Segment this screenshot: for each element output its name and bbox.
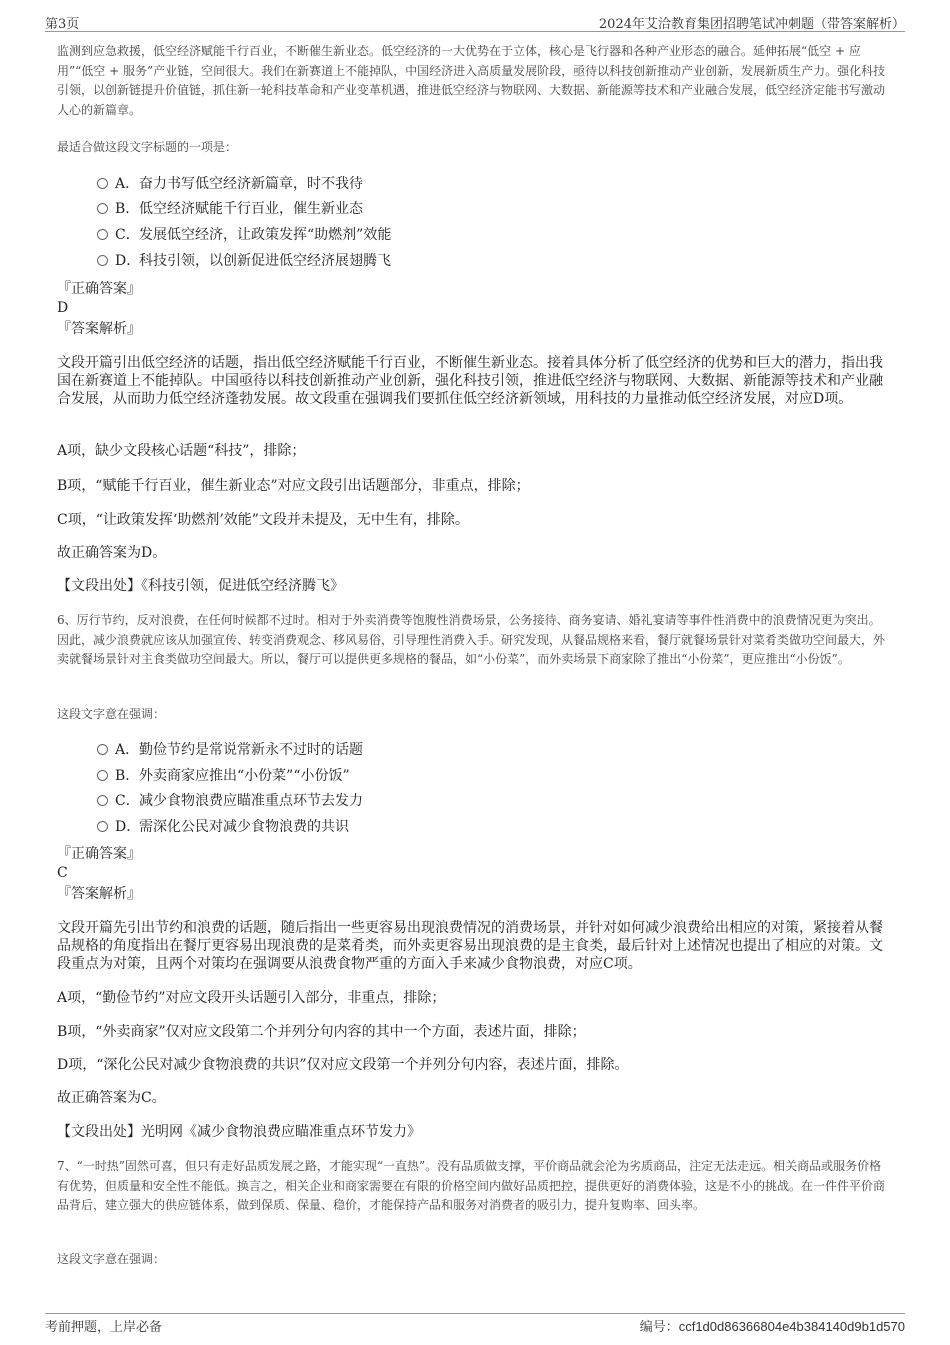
q6-line-d: D项，“深化公民对减少食物浪费的共识”仅对应文段第一个并列分句内容，表述片面，排除。: [57, 1057, 629, 1073]
q6-analysis-label: 『答案解析』: [57, 886, 141, 902]
radio-icon[interactable]: [97, 178, 108, 189]
q6-conclusion: 故正确答案为C。: [57, 1090, 166, 1106]
q7-passage: 7、“一时热”固然可喜，但只有走好品质发展之路，才能实现“一直热”。没有品质做支撑，平价商品就会沦为劣质商品，注定无法走远。相关商品或服务价格有优势，但质量和安全性不能低。换言之，相关企业和商家需要在有限的价格空间内做好品质把控，提供更好的消费体验，这是不小的挑战。在一件件平价商品背后，建立强大的供应链体系，做到保质、保量、稳价，才能保持产品和服务对消费者的吸引力，提升复购率、回头率。: [57, 1159, 886, 1212]
radio-icon[interactable]: [97, 770, 108, 781]
q5-conclusion: 故正确答案为D。: [57, 545, 167, 561]
q6-line-a: A项，“勤俭节约”对应文段开头话题引入部分，非重点，排除；: [57, 990, 446, 1006]
q5-analysis-label: 『答案解析』: [57, 321, 141, 337]
page-footer: [45, 1313, 905, 1334]
radio-icon[interactable]: [97, 229, 108, 240]
q5-answer: D: [57, 300, 69, 316]
q6-option-a[interactable]: A．勤俭节约是常说常新永不过时的话题: [97, 740, 363, 760]
document-title: 2024年艾洽教育集团招聘笔试冲刺题（带答案解析）: [598, 17, 905, 32]
q6-analysis: 文段开篇先引出节约和浪费的话题，随后指出一些更容易出现浪费情况的消费场景，并针对如何减少浪费给出相应的对策，紧接着从餐品规格的角度指出在餐厅更容易出现浪费的是菜肴类，而外卖更容易出现浪费的是主食类，最后针对上述情况也提出了相应的对策。文段重点为对策，且两个对策均在强调要从浪费食物严重的方面入手来减少食物浪费，对应C项。: [57, 920, 883, 972]
radio-icon[interactable]: [97, 255, 108, 266]
radio-icon[interactable]: [97, 821, 108, 832]
q5-line-a: A项，缺少文段核心话题“科技”，排除；: [57, 443, 306, 459]
q6-source: 【文段出处】光明网《减少食物浪费应瞄准重点环节发力》: [57, 1124, 421, 1140]
q6-option-d[interactable]: D．需深化公民对减少食物浪费的共识: [97, 817, 349, 837]
q6-question: 这段文字意在强调：: [57, 707, 166, 721]
q6-option-b[interactable]: B．外卖商家应推出“小份菜”“小份饭”: [97, 766, 350, 786]
q5-source: 【文段出处】《科技引领，促进低空经济腾飞》: [57, 578, 344, 594]
q6-passage: 6、厉行节约，反对浪费，在任何时候都不过时。相对于外卖消费等饱腹性消费场景，公务接待、商务宴请、婚礼宴请等事件性消费中的浪费情况更为突出。因此，减少浪费就应该从加强宣传、转变消费观念、移风易俗，引导理性消费入手。研究发现，从餐品规格来看，餐厅就餐场景针对菜肴类做功空间最大，外卖就餐场景针对主食类做功空间最大。所以，餐厅可以提供更多规格的餐品，如“小份菜”，而外卖场景下商家除了推出“小份菜”，更应推出“小份饭”。: [57, 613, 886, 666]
q6-line-b: B项，“外卖商家”仅对应文段第二个并列分句内容的其中一个方面，表述片面，排除；: [57, 1024, 586, 1040]
radio-icon[interactable]: [97, 203, 108, 214]
q7-question: 这段文字意在强调：: [57, 1252, 166, 1266]
q6-answer: C: [57, 865, 68, 881]
q5-option-c[interactable]: C．发展低空经济，让政策发挥“助燃剂”效能: [97, 225, 391, 245]
q5-line-c: C项，“让政策发挥‘助燃剂’效能”文段并未提及，无中生有，排除。: [57, 512, 469, 528]
page-header: [45, 11, 905, 32]
q5-line-b: B项，“赋能千行百业，催生新业态”对应文段引出话题部分，非重点，排除；: [57, 478, 530, 494]
q5-passage: 监测到应急救援，低空经济赋能千行百业，不断催生新业态。低空经济的一大优势在于立体，核心是飞行器和各种产业形态的融合。延伸拓展“低空 + 应用”“低空 + 服务”产业链，空间很大。我们在新赛道上不能掉队，中国经济进入高质量发展阶段，亟待以科技创新推动产业创新，发展新质生产力。强化科技引领，以创新链提升价值链，抓住新一轮科技革命和产业变革机遇，推进低空经济与物联网、大数据、新能源等技术和产业融合发展，低空经济定能书写激动人心的新篇章。: [57, 44, 886, 117]
radio-icon[interactable]: [97, 795, 108, 806]
q5-option-a[interactable]: A．奋力书写低空经济新篇章，时不我待: [97, 174, 363, 194]
q5-option-d[interactable]: D．科技引领，以创新促进低空经济展翅腾飞: [97, 251, 391, 271]
q6-option-c[interactable]: C．减少食物浪费应瞄准重点环节去发力: [97, 791, 363, 811]
page-number: 第3页: [45, 17, 80, 32]
footer-document-id: 编号：ccf1d0d86366804e4b384140d9b1d570: [639, 1319, 905, 1334]
q5-option-b[interactable]: B．低空经济赋能千行百业，催生新业态: [97, 199, 363, 219]
q6-answer-label: 『正确答案』: [57, 846, 141, 862]
footer-slogan: 考前押题，上岸必备: [45, 1320, 163, 1335]
q5-answer-label: 『正确答案』: [57, 281, 141, 297]
q5-question: 最适合做这段文字标题的一项是：: [57, 140, 238, 154]
radio-icon[interactable]: [97, 744, 108, 755]
q5-analysis: 文段开篇引出低空经济的话题，指出低空经济赋能千行百业，不断催生新业态。接着具体分析了低空经济的优势和巨大的潜力，指出我国在新赛道上不能掉队。中国亟待以科技创新推动产业创新，强化科技引领，推进低空经济与物联网、大数据、新能源等技术和产业融合发展，从而助力低空经济蓬勃发展。故文段重在强调我们要抓住低空经济新领域，用科技的力量推动低空经济发展，对应D项。: [57, 355, 883, 407]
